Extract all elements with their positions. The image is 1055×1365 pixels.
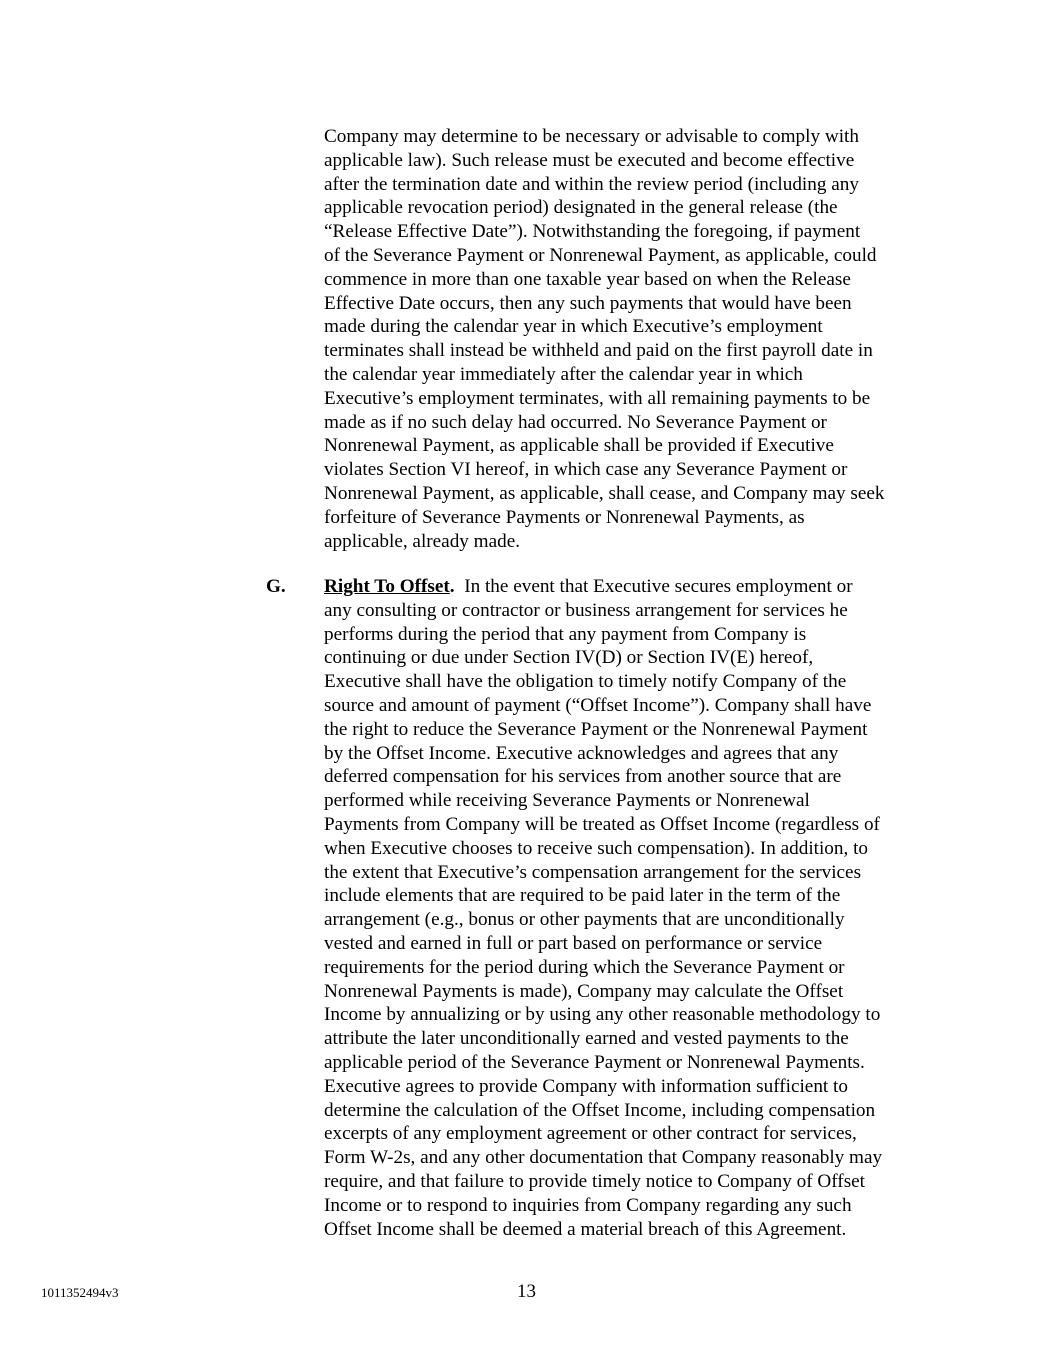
- paragraph-line: continuing or due under Section IV(D) or Section IV(E) hereof,: [324, 647, 814, 669]
- paragraph-line: Offset Income shall be deemed a material breach of this Agreement.: [324, 1218, 847, 1240]
- paragraph-line: terminates shall instead be withheld and paid on the first payroll date in: [324, 340, 873, 362]
- paragraph-line: Effective Date occurs, then any such payments that would have been: [324, 292, 852, 314]
- paragraph-line: forfeiture of Severance Payments or Nonrenewal Payments, as: [324, 506, 805, 528]
- section-g-heading: Right To Offset: [324, 576, 450, 597]
- document-id: 1011352494v3: [41, 1285, 119, 1300]
- paragraph-line: by the Offset Income. Executive acknowledges and agrees that any: [324, 742, 839, 764]
- section-g-first-line: [324, 575, 944, 599]
- page-number: 13: [517, 1281, 536, 1302]
- paragraph-line: Executive’s employment terminates, with all remaining payments to be: [324, 387, 871, 409]
- heading-period: .: [449, 576, 455, 597]
- paragraph-line: source and amount of payment (“Offset Income”). Company shall have: [324, 694, 872, 716]
- paragraph-line: Nonrenewal Payment, as applicable shall be provided if Executive: [324, 435, 834, 457]
- paragraph-line: of the Severance Payment or Nonrenewal Payment, as applicable, could: [324, 244, 877, 266]
- paragraph-line: require, and that failure to provide timely notice to Company of Offset: [324, 1170, 866, 1192]
- paragraph-line: any consulting or contractor or business arrangement for services he: [324, 599, 848, 621]
- paragraph-line: commence in more than one taxable year based on when the Release: [324, 268, 851, 290]
- paragraph-line: determine the calculation of the Offset Income, including compensation: [324, 1099, 876, 1121]
- paragraph-line: Executive agrees to provide Company with information sufficient to: [324, 1075, 848, 1097]
- paragraph-line: applicable law). Such release must be executed and become effective: [324, 149, 855, 171]
- paragraph-line: made as if no such delay had occurred. No Severance Payment or: [324, 411, 827, 433]
- section-f-continuation: [324, 125, 944, 553]
- first-line-text: In the event that Executive secures employment or: [454, 576, 853, 597]
- section-g-body: [324, 575, 944, 1241]
- paragraph-line: excerpts of any employment agreement or other contract for services,: [324, 1123, 857, 1145]
- paragraph-line: Nonrenewal Payment, as applicable, shall cease, and Company may seek: [324, 482, 885, 504]
- paragraph-line: “Release Effective Date”). Notwithstanding the foregoing, if payment: [324, 221, 861, 243]
- paragraph-line: applicable period of the Severance Payment or Nonrenewal Payments.: [324, 1051, 865, 1073]
- paragraph-line: vested and earned in full or part based on performance or service: [324, 932, 823, 954]
- paragraph-line: Income by annualizing or by using any other reasonable methodology to: [324, 1004, 881, 1026]
- paragraph-line: the right to reduce the Severance Payment or the Nonrenewal Payment: [324, 718, 868, 740]
- paragraph-line: applicable revocation period) designated in the general release (the: [324, 197, 838, 219]
- paragraph-line: Payments from Company will be treated as Offset Income (regardless of: [324, 813, 880, 835]
- paragraph-line: arrangement (e.g., bonus or other payments that are unconditionally: [324, 909, 845, 931]
- paragraph-line: include elements that are required to be paid later in the term of the: [324, 885, 841, 907]
- paragraph-line: Form W-2s, and any other documentation that Company reasonably may: [324, 1147, 883, 1169]
- paragraph-line: performs during the period that any payment from Company is: [324, 623, 807, 645]
- paragraph-line: when Executive chooses to receive such compensation). In addition, to: [324, 837, 869, 859]
- paragraph-line: Income or to respond to inquiries from Company regarding any such: [324, 1194, 852, 1216]
- paragraph-line: requirements for the period during which the Severance Payment or: [324, 956, 845, 978]
- paragraph-line: the extent that Executive’s compensation arrangement for the services: [324, 861, 862, 883]
- paragraph-line: the calendar year immediately after the calendar year in which: [324, 363, 803, 385]
- paragraph-line: applicable, already made.: [324, 530, 521, 552]
- section-g-label: G.: [266, 576, 286, 597]
- paragraph-line: Nonrenewal Payments is made), Company may calculate the Offset: [324, 980, 844, 1002]
- paragraph-line: Company may determine to be necessary or advisable to comply with: [324, 126, 859, 147]
- paragraph-line: performed while receiving Severance Payments or Nonrenewal: [324, 790, 810, 812]
- paragraph-line: made during the calendar year in which Executive’s employment: [324, 316, 823, 338]
- paragraph-line: Executive shall have the obligation to timely notify Company of the: [324, 671, 847, 693]
- paragraph-line: violates Section VI hereof, in which case any Severance Payment or: [324, 459, 848, 481]
- paragraph-line: after the termination date and within the review period (including any: [324, 173, 859, 195]
- paragraph-line: attribute the later unconditionally earned and vested payments to the: [324, 1028, 849, 1050]
- paragraph-line: deferred compensation for his services from another source that are: [324, 766, 842, 788]
